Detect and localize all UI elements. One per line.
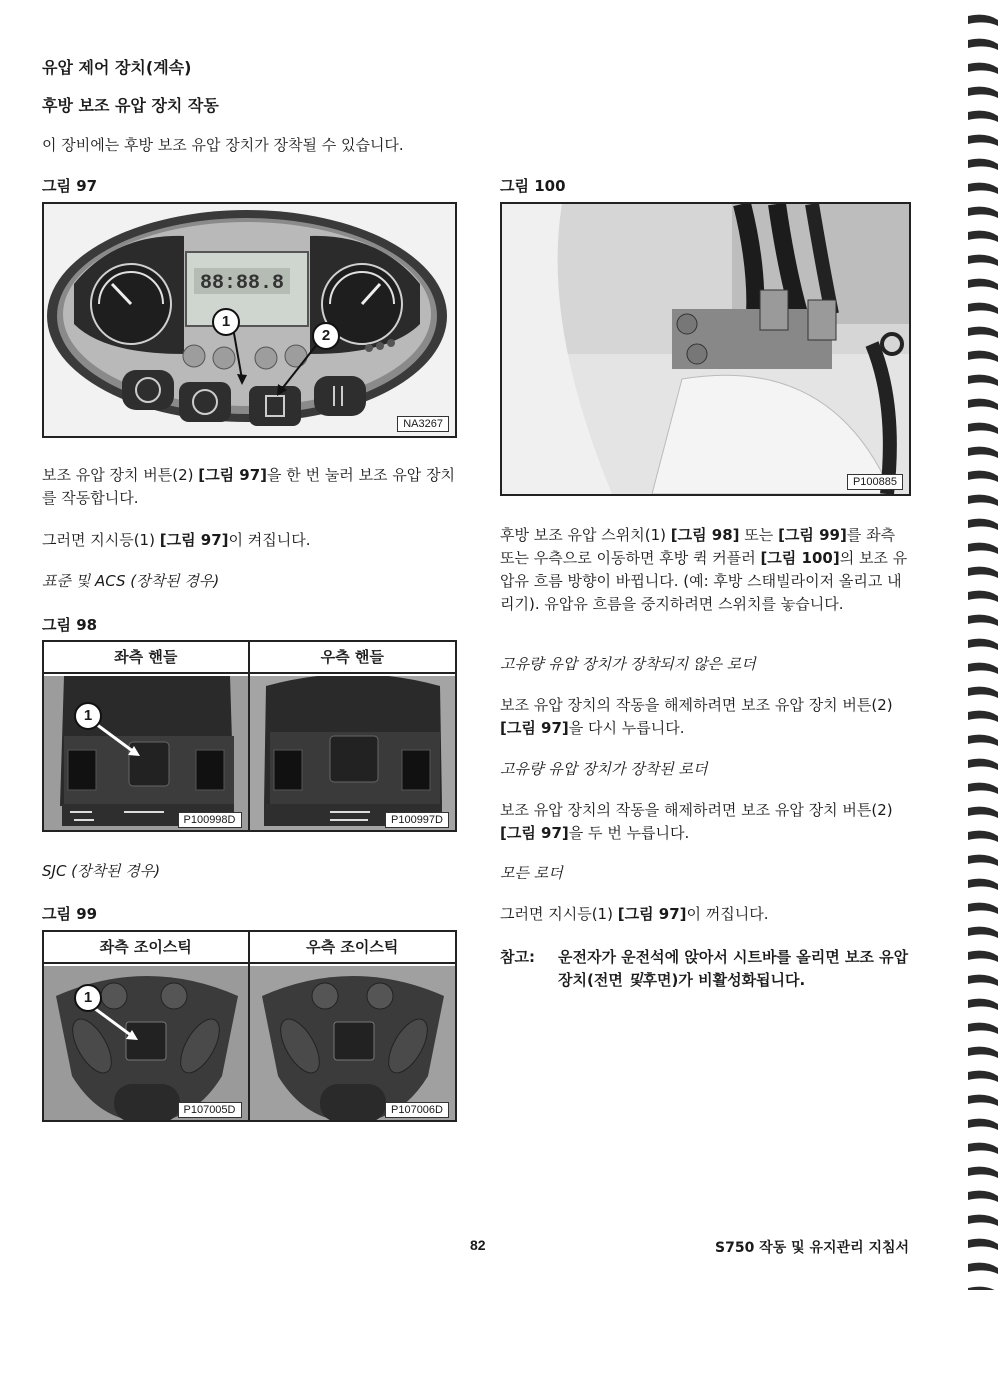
figure-99	[42, 930, 457, 1122]
no-high-flow-heading: 고유량 유압 장치가 장착되지 않은 로더	[500, 655, 756, 673]
section-title: 유압 제어 장치(계속)	[42, 58, 192, 77]
note-label: 참고:	[500, 948, 535, 966]
right-handle-photo	[250, 676, 456, 830]
binding-coil	[968, 231, 998, 242]
note-text: 운전자가 운전석에 앉아서 시트바를 올리면 보조 유압 장치(전면 및후면)가 비활성화됩니다.	[558, 948, 909, 989]
binding-coil	[968, 255, 998, 266]
binding-coil	[968, 615, 998, 626]
binding-coil	[968, 1239, 998, 1250]
binding-coil	[968, 135, 998, 146]
binding-coil	[968, 687, 998, 698]
callout-1: 1	[212, 308, 240, 336]
figure-98	[42, 640, 457, 832]
paragraph-deactivate-high-flow: 보조 유압 장치의 작동을 해제하려면 보조 유압 장치 버튼(2) [그림 97]을 두 번 누릅니다.	[500, 801, 893, 842]
callout-1: 1	[74, 702, 102, 730]
binding-coil	[968, 1215, 998, 1226]
binding-coil	[968, 999, 998, 1010]
manual-title: S750 작동 및 유지관리 지침서	[715, 1240, 910, 1256]
binding-coil	[968, 1287, 998, 1290]
left-joystick-photo	[44, 966, 248, 1120]
binding-coil	[968, 351, 998, 362]
binding-coil	[968, 879, 998, 890]
lcd-display-text: 88:88.8	[199, 272, 285, 295]
binding-coil	[968, 1191, 998, 1202]
binding-coil	[968, 951, 998, 962]
binding-coil	[968, 639, 998, 650]
spiral-binding	[964, 10, 1000, 1290]
binding-coil	[968, 39, 998, 50]
paragraph-deactivate-standard: 보조 유압 장치의 작동을 해제하려면 보조 유압 장치 버튼(2) [그림 97]을 다시 누릅니다.	[500, 696, 893, 737]
binding-coil	[968, 495, 998, 506]
binding-coil	[968, 303, 998, 314]
high-flow-heading: 고유량 유압 장치가 장착된 로더	[500, 760, 708, 778]
binding-coil	[968, 663, 998, 674]
right-joystick-heading: 우측 조이스틱	[250, 932, 456, 964]
binding-coil	[968, 1263, 998, 1274]
binding-coil	[968, 831, 998, 842]
binding-coil	[968, 903, 998, 914]
binding-coil	[968, 471, 998, 482]
binding-coil	[968, 87, 998, 98]
binding-coil	[968, 447, 998, 458]
binding-coil	[968, 279, 998, 290]
binding-coil	[968, 1095, 998, 1106]
binding-coil	[968, 207, 998, 218]
binding-coil	[968, 567, 998, 578]
paragraph-activate: 보조 유압 장치 버튼(2) [그림 97]을 한 번 눌러 보조 유압 장치를 작동합니다.	[42, 466, 456, 507]
figure-100	[500, 202, 911, 496]
left-joystick-heading: 좌측 조이스틱	[44, 932, 248, 964]
callout-1: 1	[74, 984, 102, 1012]
figure-98-right-code: P100997D	[385, 812, 449, 828]
figure-99-left-code: P107005D	[178, 1102, 242, 1118]
binding-coil	[968, 807, 998, 818]
right-handle-heading: 우측 핸들	[250, 642, 456, 674]
figure-97-label: 그림 97	[42, 177, 98, 195]
binding-coil	[968, 1023, 998, 1034]
subsection-title: 후방 보조 유압 장치 작동	[42, 96, 219, 115]
figure-99-label: 그림 99	[42, 905, 98, 923]
binding-coil	[968, 1047, 998, 1058]
paragraph-indicator-on: 그러면 지시등(1) [그림 97]이 켜집니다.	[42, 531, 311, 549]
binding-coil	[968, 1119, 998, 1130]
binding-coil	[968, 159, 998, 170]
binding-coil	[968, 591, 998, 602]
binding-coil	[968, 711, 998, 722]
binding-coil	[968, 855, 998, 866]
binding-coil	[968, 375, 998, 386]
binding-coil	[968, 543, 998, 554]
binding-coil	[968, 519, 998, 530]
left-handle-photo	[44, 676, 248, 830]
binding-coil	[968, 927, 998, 938]
instrument-panel-illustration	[44, 204, 455, 436]
binding-coil	[968, 327, 998, 338]
all-loaders-heading: 모든 로더	[500, 864, 563, 882]
binding-coil	[968, 111, 998, 122]
page-number: 82	[470, 1237, 486, 1253]
binding-coil	[968, 423, 998, 434]
right-joystick-photo	[250, 966, 456, 1120]
figure-100-label: 그림 100	[500, 177, 566, 195]
rear-coupler-photo	[502, 204, 909, 494]
figure-98-label: 그림 98	[42, 616, 98, 634]
figure-100-code: P100885	[847, 474, 903, 490]
binding-coil	[968, 975, 998, 986]
binding-coil	[968, 1167, 998, 1178]
binding-coil	[968, 783, 998, 794]
figure-97-code: NA3267	[397, 416, 449, 432]
paragraph-switch: 후방 보조 유압 스위치(1) [그림 98] 또는 [그림 99]를 좌측 또는 우측으로 이동하면 후방 퀵 커플러 [그림 100]의 보조 유압유 흐름 방향이 바뀝니다. (예: 후방 스태빌라이저 올리고 내리기). 유압유 흐름을 중지하려면 스위치를 놓습니다.	[500, 526, 908, 613]
binding-coil	[968, 1071, 998, 1082]
binding-coil	[968, 15, 998, 26]
binding-coil	[968, 63, 998, 74]
left-handle-heading: 좌측 핸들	[44, 642, 248, 674]
binding-coil	[968, 735, 998, 746]
std-acs-heading: 표준 및 ACS (장착된 경우)	[42, 572, 220, 590]
binding-coil	[968, 1143, 998, 1154]
figure-99-right-code: P107006D	[385, 1102, 449, 1118]
binding-coil	[968, 399, 998, 410]
callout-2: 2	[312, 322, 340, 350]
figure-98-left-code: P100998D	[178, 812, 242, 828]
binding-coil	[968, 183, 998, 194]
sjc-heading: SJC (장착된 경우)	[42, 862, 161, 880]
intro-text: 이 장비에는 후방 보조 유압 장치가 장착될 수 있습니다.	[42, 136, 404, 154]
figure-97	[42, 202, 457, 438]
binding-coil	[968, 759, 998, 770]
paragraph-indicator-off: 그러면 지시등(1) [그림 97]이 꺼집니다.	[500, 905, 769, 923]
